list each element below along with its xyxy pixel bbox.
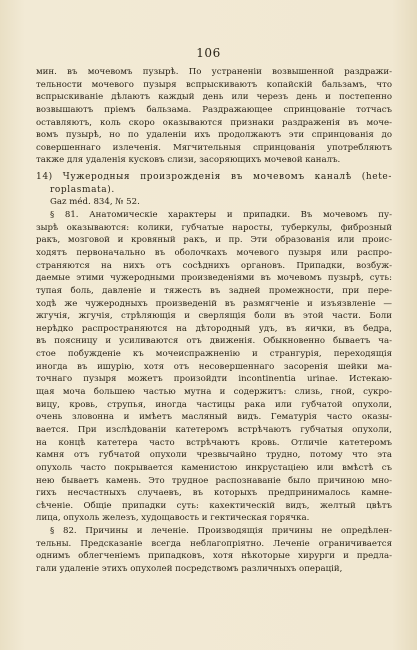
text-line: roplasmata). xyxy=(50,184,115,195)
text-line: тупая боль, давленіе и тяжесть въ задней промежности, при пере- xyxy=(36,285,392,296)
text-line: тельности мочевого пузыря вспрыскиваютъ копайскій бальзамъ, что xyxy=(36,79,392,90)
text-line: щая моча большею частью мутна и содержитъ: слизь, гной, сукро- xyxy=(36,387,392,398)
text-line: стое побужденіе къ мочеиспражненію и странгурія, переходящія xyxy=(36,349,392,360)
text-line: вомъ пузырѣ, но по удаленіи ихъ продолжаютъ эти спринцованія до xyxy=(36,130,392,141)
text-line: 14) Чужеродныя произрожденія въ мочевомъ каналѣ (hete- xyxy=(36,172,392,183)
text-line: гали удаленіе этихъ опухолей посредствомъ различныхъ операцій, xyxy=(36,563,343,574)
body-text xyxy=(36,66,392,576)
text-line: вицу, кровь, струпья, иногда частицы рака или губчатой опухоли, xyxy=(36,399,392,410)
text-line: также для удаленія кусковъ слизи, засоряющихъ мочевой каналъ. xyxy=(36,155,341,166)
text-line: сѣченіе. Общіе припадки суть: кахектическій видъ, желтый цвѣтъ xyxy=(36,500,392,511)
text-line: вается. При изслѣдованіи катетеромъ встрѣчаютъ губчатыя опухоли, xyxy=(36,424,392,435)
text-line: нею бываетъ камень. Это трудное распознаваніе было причиною мно- xyxy=(36,475,392,486)
text-line: вспрыскиваніе дѣлаютъ каждый день или черезъ день и постепенно xyxy=(36,92,392,103)
text-line: зырѣ оказываются: колики, губчатые наросты, туберкулы, фиброзный xyxy=(36,222,392,233)
text-line: § 81. Анатомическіе характеры и припадки. Въ мочевомъ пу- xyxy=(50,210,392,221)
text-line: мин. въ мочевомъ пузырѣ. По устраненіи возвышенной раздражи- xyxy=(36,67,392,77)
text-line: § 82. Причины и леченіе. Производящія причины не опредѣлен- xyxy=(50,526,392,537)
text-line: лица, опухоль железъ, худощавость и гектическая горячка. xyxy=(36,513,310,524)
text-line: нерѣдко распространяются на дѣтородный удъ, въ яички, въ бедра, xyxy=(36,323,392,334)
text-line: на концѣ катетера часто встрѣчаютъ кровь. Отличіе катетеромъ xyxy=(36,437,392,448)
text-line: тельны. Предсказаніе всегда неблагопріятно. Леченіе ограничивается xyxy=(36,538,392,549)
text-line: однимъ облегченіемъ припадковъ, хотя нѣкоторые хирурги и предла- xyxy=(36,551,392,562)
text-line: страняются на нихъ отъ сосѣднихъ органовъ. Припадки, возбуж- xyxy=(36,260,392,271)
text-line: камня отъ губчатой опухоли чрезвычайно трудно, потому что эта xyxy=(36,450,392,461)
text-line: Gaz méd. 834, № 52. xyxy=(50,197,140,208)
text-line: въ поясницу и усиливаются отъ движенія. Обыкновенно бываетъ ча- xyxy=(36,336,392,347)
text-line: совершеннаго излеченія. Мягчительныя спринцованія употребляютъ xyxy=(36,142,392,153)
text-line: точнаго пузыря можетъ произойдти incontinentia urinae. Истекаю- xyxy=(36,374,392,385)
text-line: ракъ, мозговой и кровяный ракъ, и пр. Эти образованія или проис- xyxy=(36,235,392,246)
text-line: жгучія, жгучія, стрѣляющія и сверлящія боли въ этой части. Боли xyxy=(36,311,392,322)
text-line: гихъ несчастныхъ случаевъ, въ которыхъ предпринималось камне- xyxy=(36,488,392,499)
text-line: очень зловонна и имѣетъ масляный видъ. Гематурія часто оказы- xyxy=(36,412,392,423)
page-number: 106 xyxy=(196,46,221,60)
text-line: иногда въ ишурію, хотя отъ несовершеннаго засоренія шейки ма- xyxy=(36,361,392,372)
text-line: ходятъ первоначально въ оболочкахъ мочевого пузыря или распро- xyxy=(36,247,392,258)
text-line: даемые этими чужеродными произведеніями въ мочевомъ пузырѣ, суть: xyxy=(36,273,392,284)
text-line: ходѣ же чужеродныхъ произведеній въ размягченіе и изъязвленіе — xyxy=(36,298,392,309)
text-line: оставляютъ, коль скоро оказываются признаки раздраженія въ моче- xyxy=(36,117,392,128)
text-line: возвышаютъ пріемъ бальзама. Раздражающее спринцованіе тотчасъ xyxy=(36,104,392,115)
text-line: опухоль часто покрывается каменистою инкрустаціею или вмѣстѣ съ xyxy=(36,462,392,473)
